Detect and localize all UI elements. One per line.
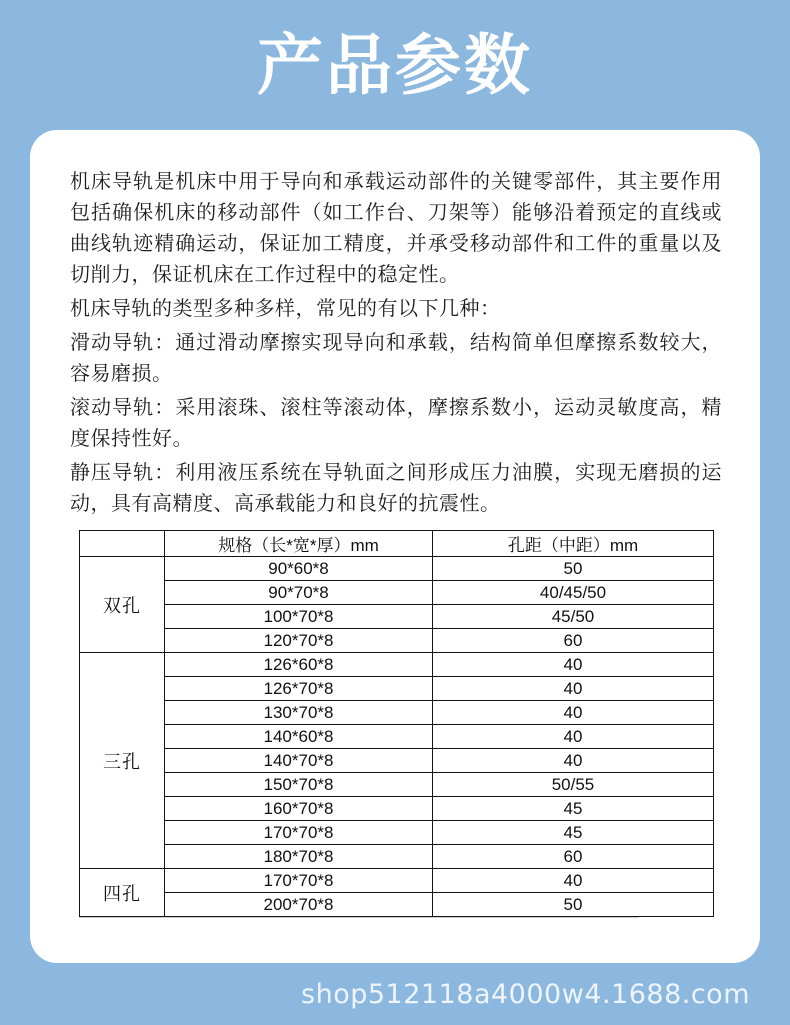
intro-paragraph-hydrostatic-rail: 静压导轨：利用液压系统在导轨面之间形成压力油膜，实现无磨损的运动，具有高精度、高承载能力和良好的抗震性。 <box>70 462 722 515</box>
spec-cell: 126*70*8 <box>165 677 433 701</box>
table-row <box>80 821 714 845</box>
pitch-cell: 50 <box>433 557 714 581</box>
col-header-spec: 规格（长*宽*厚）mm <box>165 531 433 557</box>
pitch-cell: 45/50 <box>433 605 714 629</box>
pitch-cell: 40 <box>433 677 714 701</box>
pitch-cell: 40 <box>433 701 714 725</box>
shop-watermark: shop512118a4000w4.1688.com <box>301 978 750 1010</box>
intro-paragraph-types-lead: 机床导轨的类型多种多样，常见的有以下几种： <box>70 298 501 320</box>
table-row <box>80 893 714 917</box>
spec-cell: 200*70*8 <box>165 893 433 917</box>
page-footer <box>0 963 790 1025</box>
table-row <box>80 557 714 581</box>
spec-cell: 140*60*8 <box>165 725 433 749</box>
col-header-group <box>80 531 165 557</box>
intro-paragraph-sliding-rail: 滑动导轨：通过滑动摩擦实现导向和承载，结构简单但摩擦系数较大，容易磨损。 <box>70 332 722 385</box>
pitch-cell: 40 <box>433 869 714 893</box>
table-row <box>80 869 714 893</box>
intro-text <box>70 167 722 520</box>
pitch-cell: 50/55 <box>433 773 714 797</box>
intro-paragraph-overview: 机床导轨是机床中用于导向和承载运动部件的关键零部件，其主要作用包括确保机床的移动部件（如工作台、刀架等）能够沿着预定的直线或曲线轨迹精确运动，保证加工精度，并承受移动部件和工件的重量以及切削力，保证机床在工作过程中的稳定性。 <box>70 171 722 286</box>
table-row <box>80 581 714 605</box>
spec-cell: 90*60*8 <box>165 557 433 581</box>
spec-cell: 160*70*8 <box>165 797 433 821</box>
spec-table-body <box>80 557 714 917</box>
table-row <box>80 725 714 749</box>
spec-cell: 150*70*8 <box>165 773 433 797</box>
table-row <box>80 845 714 869</box>
table-header-row <box>80 531 714 557</box>
table-row <box>80 605 714 629</box>
page-header <box>0 0 790 130</box>
spec-cell: 126*60*8 <box>165 653 433 677</box>
content-card <box>30 130 760 963</box>
spec-cell: 100*70*8 <box>165 605 433 629</box>
pitch-cell: 40 <box>433 749 714 773</box>
spec-table <box>79 530 714 917</box>
spec-cell: 120*70*8 <box>165 629 433 653</box>
group-label-cell: 四孔 <box>80 869 165 917</box>
spec-cell: 140*70*8 <box>165 749 433 773</box>
table-row <box>80 701 714 725</box>
pitch-cell: 45 <box>433 797 714 821</box>
group-label-cell: 三孔 <box>80 653 165 869</box>
pitch-cell: 40 <box>433 653 714 677</box>
spec-cell: 130*70*8 <box>165 701 433 725</box>
table-row <box>80 749 714 773</box>
spec-cell: 180*70*8 <box>165 845 433 869</box>
pitch-cell: 60 <box>433 629 714 653</box>
pitch-cell: 50 <box>433 893 714 917</box>
pitch-cell: 40 <box>433 725 714 749</box>
pitch-cell: 40/45/50 <box>433 581 714 605</box>
spec-cell: 170*70*8 <box>165 869 433 893</box>
page-title: 产品参数 <box>257 28 533 102</box>
intro-paragraph-rolling-rail: 滚动导轨：采用滚珠、滚柱等滚动体，摩擦系数小，运动灵敏度高，精度保持性好。 <box>70 397 722 450</box>
table-row <box>80 677 714 701</box>
table-row <box>80 653 714 677</box>
pitch-cell: 45 <box>433 821 714 845</box>
spec-cell: 90*70*8 <box>165 581 433 605</box>
pitch-cell: 60 <box>433 845 714 869</box>
col-header-pitch: 孔距（中距）mm <box>433 531 714 557</box>
spec-cell: 170*70*8 <box>165 821 433 845</box>
group-label-cell: 双孔 <box>80 557 165 653</box>
table-row <box>80 797 714 821</box>
table-row <box>80 629 714 653</box>
table-bottom-artifact-line <box>79 917 639 918</box>
table-row <box>80 773 714 797</box>
